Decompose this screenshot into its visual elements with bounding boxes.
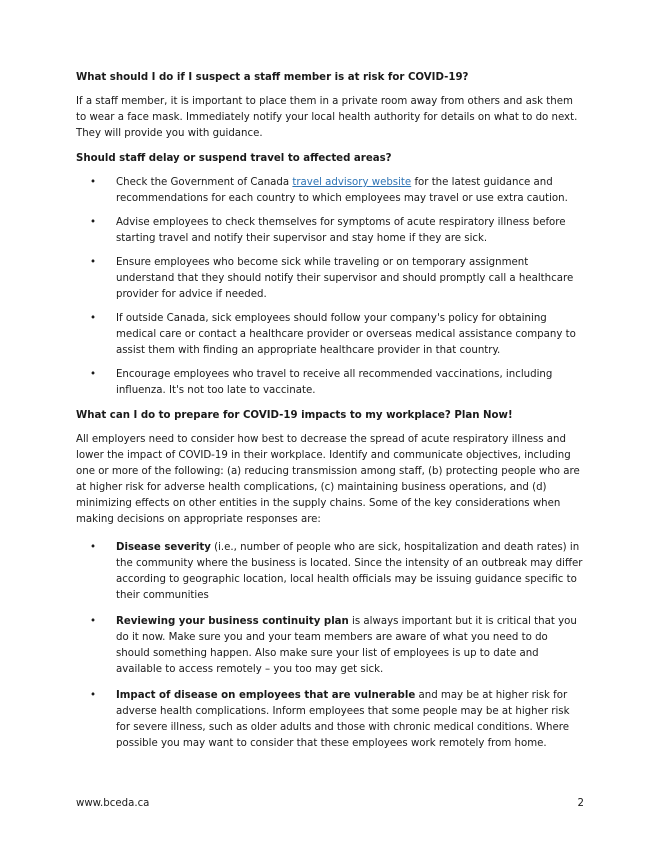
list-item [76,175,584,207]
bullet-icon: • [90,690,97,701]
bullet-icon: • [90,257,97,268]
heading-travel: Should staff delay or suspend travel to affected areas? [76,153,392,164]
paragraph-staff-risk: If a staff member, it is important to place them in a private room away from others and ask them to wear a face mask. Immediately notify your local health authority for details on what to do next. They will provide you with guidance. [76,96,578,139]
list-item [76,311,584,359]
list-item-text [116,616,577,675]
list-item [76,688,584,752]
travel-advisory-link[interactable]: travel advisory website [292,177,412,188]
text-fragment: Check the Government of Canada [116,177,293,188]
text-fragment: is always important but it is critical that you do it now. Make sure you and your team members are aware of what you need to do should something happen. Also make sure your list of employees is up to date and available to access remotely – you too may get sick. [116,616,577,675]
page-footer [76,798,584,809]
text-fragment: (i.e., number of people who are sick, hospitalization and death rates) in the community where the business is located. Since the intensity of an outbreak may differ according to geographic location, local health officials may be issuing guidance specific to their communities [116,542,583,601]
list-item [76,540,584,604]
list-item-text: If outside Canada, sick employees should follow your company's policy for obtaining medical care or contact a healthcare provider or overseas medical assistance company to assist them with finding an appropriate healthcare provider in that country. [116,313,576,356]
list-item [76,614,584,678]
list-item-text: Ensure employees who become sick while traveling or on temporary assignment understand that they should notify their supervisor and should promptly call a healthcare provider for advice if needed. [116,257,574,300]
bullet-icon: • [90,542,97,553]
text-fragment: for the latest guidance and recommendations for each country to which employees may travel or use extra caution. [116,177,568,204]
bullet-icon: • [90,313,97,324]
travel-bullet-list [76,175,584,399]
bold-term: Reviewing your business continuity plan [116,616,349,627]
list-item [76,367,584,399]
heading-prepare: What can I do to prepare for COVID-19 impacts to my workplace? Plan Now! [76,410,513,421]
text-fragment: and may be at higher risk for adverse health complications. Inform employees that some people may be at higher risk for severe illness, such as older adults and those with chronic medical conditions. Where possible you may want to consider that these employees work remotely from home. [116,690,570,749]
list-item-text [116,177,568,204]
list-item-text: Advise employees to check themselves for symptoms of acute respiratory illness before starting travel and notify their supervisor and stay home if they are sick. [116,217,566,244]
footer-website: www.bceda.ca [76,798,150,809]
heading-staff-risk: What should I do if I suspect a staff member is at risk for COVID-19? [76,72,469,83]
bullet-icon: • [90,369,97,380]
bullet-icon: • [90,177,97,188]
document-page [76,70,584,760]
bullet-icon: • [90,616,97,627]
considerations-bullet-list [76,540,584,752]
list-item-text [116,542,582,601]
bullet-icon: • [90,217,97,228]
page-number: 2 [577,798,584,809]
list-item [76,215,584,247]
list-item-text [116,690,570,749]
paragraph-prepare: All employers need to consider how best to decrease the spread of acute respiratory illness and lower the impact of COVID-19 in their workplace. Identify and communicate objectives, including one or more of the following: (a) reducing transmission among staff, (b) protecting people who are at higher risk for adverse health complications, (c) maintaining business operations, and (d) minimizing effects on other entities in the supply chains. Some of the key considerations when making decisions on appropriate responses are: [76,434,580,525]
list-item-text: Encourage employees who travel to receive all recommended vaccinations, including influenza. It's not too late to vaccinate. [116,369,553,396]
bold-term: Impact of disease on employees that are vulnerable [116,690,416,701]
list-item [76,255,584,303]
bold-term: Disease severity [116,542,211,553]
